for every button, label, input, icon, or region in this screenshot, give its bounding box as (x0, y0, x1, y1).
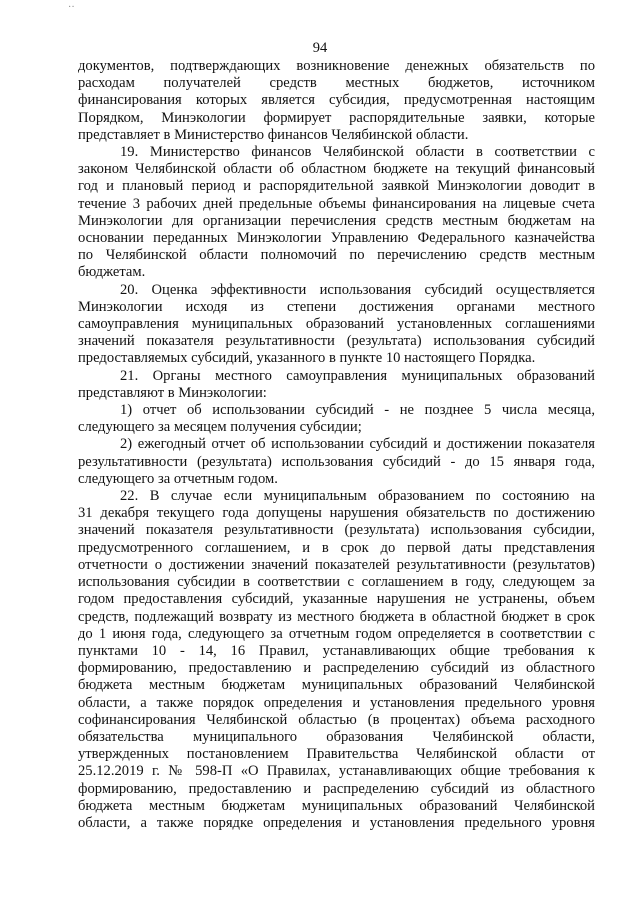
paragraph-6-line-2: результативности (результата) использования субсидий - до 15 января года, (78, 453, 595, 470)
paragraph-5-line-2: следующего за месяцем получения субсидии; (78, 419, 362, 436)
paragraph-2-line-2: законом Челябинской области об областном бюджете на текущий финансовый (78, 161, 595, 178)
paragraph-1-line-3: финансирования которых является субсидия, предусмотренная настоящим (78, 92, 595, 109)
paragraph-2-line-8: бюджетам. (78, 264, 146, 281)
paragraph-5-line-1: 1) отчет об использовании субсидий - не позднее 5 числа месяца, (120, 402, 595, 419)
paragraph-7-line-11: формированию, предоставлению и распределению субсидий из областного (78, 660, 595, 677)
paragraph-2-line-7: по Челябинской области полномочий по перечислению средств местным (78, 247, 595, 264)
paragraph-7-line-19: бюджета местным бюджетам муниципальных образований Челябинской (78, 797, 595, 814)
page-number: 94 (312, 40, 328, 56)
paragraph-7-line-5: отчетности о достижении значений показателей результативности (результатов) (78, 556, 595, 573)
paragraph-1-line-1: документов, подтверждающих возникновение денежных обязательств по (78, 58, 595, 74)
paragraph-7-line-16: утвержденных постановлением Правительства Челябинской области от (78, 746, 595, 763)
paragraph-7-line-9: до 1 июня года, следующего за отчетным годом определяется в соответствии с (78, 625, 595, 642)
document-body (78, 58, 595, 832)
paragraph-7-line-18: формированию, предоставлению и распределению субсидий из областного (78, 780, 595, 797)
paragraph-7-line-20: области, а также порядке определения и установления предельного уровня (78, 814, 595, 831)
paragraph-2-line-3: год и плановый период и распорядительной заявкой Минэкологии доводит в (78, 178, 595, 195)
paragraph-7-line-17: 25.12.2019 г. № 598-П «О Правилах, устанавливающих общие требования к (78, 763, 595, 780)
paragraph-3-line-4: значений показателя результативности (результата) использования субсидий (78, 333, 595, 350)
paragraph-7-line-14: софинансирования Челябинской областью (в процентах) объема расходного (78, 711, 595, 728)
paragraph-3-line-1: 20. Оценка эффективности использования субсидий осуществляется (120, 281, 595, 298)
paragraph-7-line-1: 22. В случае если муниципальным образованием по состоянию на (120, 488, 595, 505)
paragraph-7-line-8: средств, подлежащий возврату из местного бюджета в областной бюджет в срок (78, 608, 595, 625)
paragraph-2-line-4: течение 3 рабочих дней предельные объемы финансирования на лицевые счета (78, 195, 595, 212)
paragraph-7-line-15: обязательства муниципального образования Челябинской области, (78, 728, 595, 745)
paragraph-4-line-1: 21. Органы местного самоуправления муниципальных образований (120, 367, 595, 384)
paragraph-3-line-3: самоуправления муниципальных образований установленных соглашениями (78, 316, 595, 333)
paragraph-6-line-3: следующего за отчетным годом. (78, 470, 278, 487)
paragraph-7-line-3: значений показателя результативности (результата) использования субсидии, (78, 522, 595, 539)
paragraph-7-line-13: области, а также порядок определения и установления предельного уровня (78, 694, 595, 711)
paragraph-6-line-1: 2) ежегодный отчет об использовании субсидий и достижении показателя (120, 436, 595, 453)
paragraph-2-line-1: 19. Министерство финансов Челябинской области в соответствии с (120, 144, 595, 161)
paragraph-2-line-6: основании переданных Минэкологии Управлению Федерального казначейства (78, 230, 595, 247)
paragraph-7-line-6: использования субсидии в соответствии с соглашением в году, следующем за (78, 574, 595, 591)
paragraph-1-line-4: Порядком, Минэкологии формирует распорядительные заявки, которые (78, 109, 595, 126)
paragraph-7-line-2: 31 декабря текущего года допущены нарушения обязательств по достижению (78, 505, 595, 522)
paragraph-7-line-10: пунктами 10 - 14, 16 Правил, устанавливающих общие требования к (78, 642, 595, 659)
paragraph-4-line-2: представляют в Минэкологии: (78, 384, 267, 401)
paragraph-7-line-12: бюджета местным бюджетам муниципальных образований Челябинской (78, 677, 595, 694)
paragraph-1-line-2: расходам получателей средств местных бюджетов, источником (78, 75, 595, 92)
paragraph-3-line-2: Минэкологии исходя из степени достижения органами местного (78, 298, 595, 315)
paragraph-3-line-5: предоставляемых субсидий, указанного в пункте 10 настоящего Порядка. (78, 350, 536, 367)
corner-mark: ·· (68, 2, 75, 13)
paragraph-2-line-5: Минэкологии для организации перечисления средств местным бюджетам на (78, 212, 595, 229)
paragraph-7-line-7: годом предоставления субсидий, указанные нарушения не устранены, объем (78, 591, 595, 608)
paragraph-7-line-4: предусмотренного соглашением, и в срок до первой даты представления (78, 539, 595, 556)
paragraph-1-line-5: представляет в Министерство финансов Челябинской области. (78, 126, 469, 143)
